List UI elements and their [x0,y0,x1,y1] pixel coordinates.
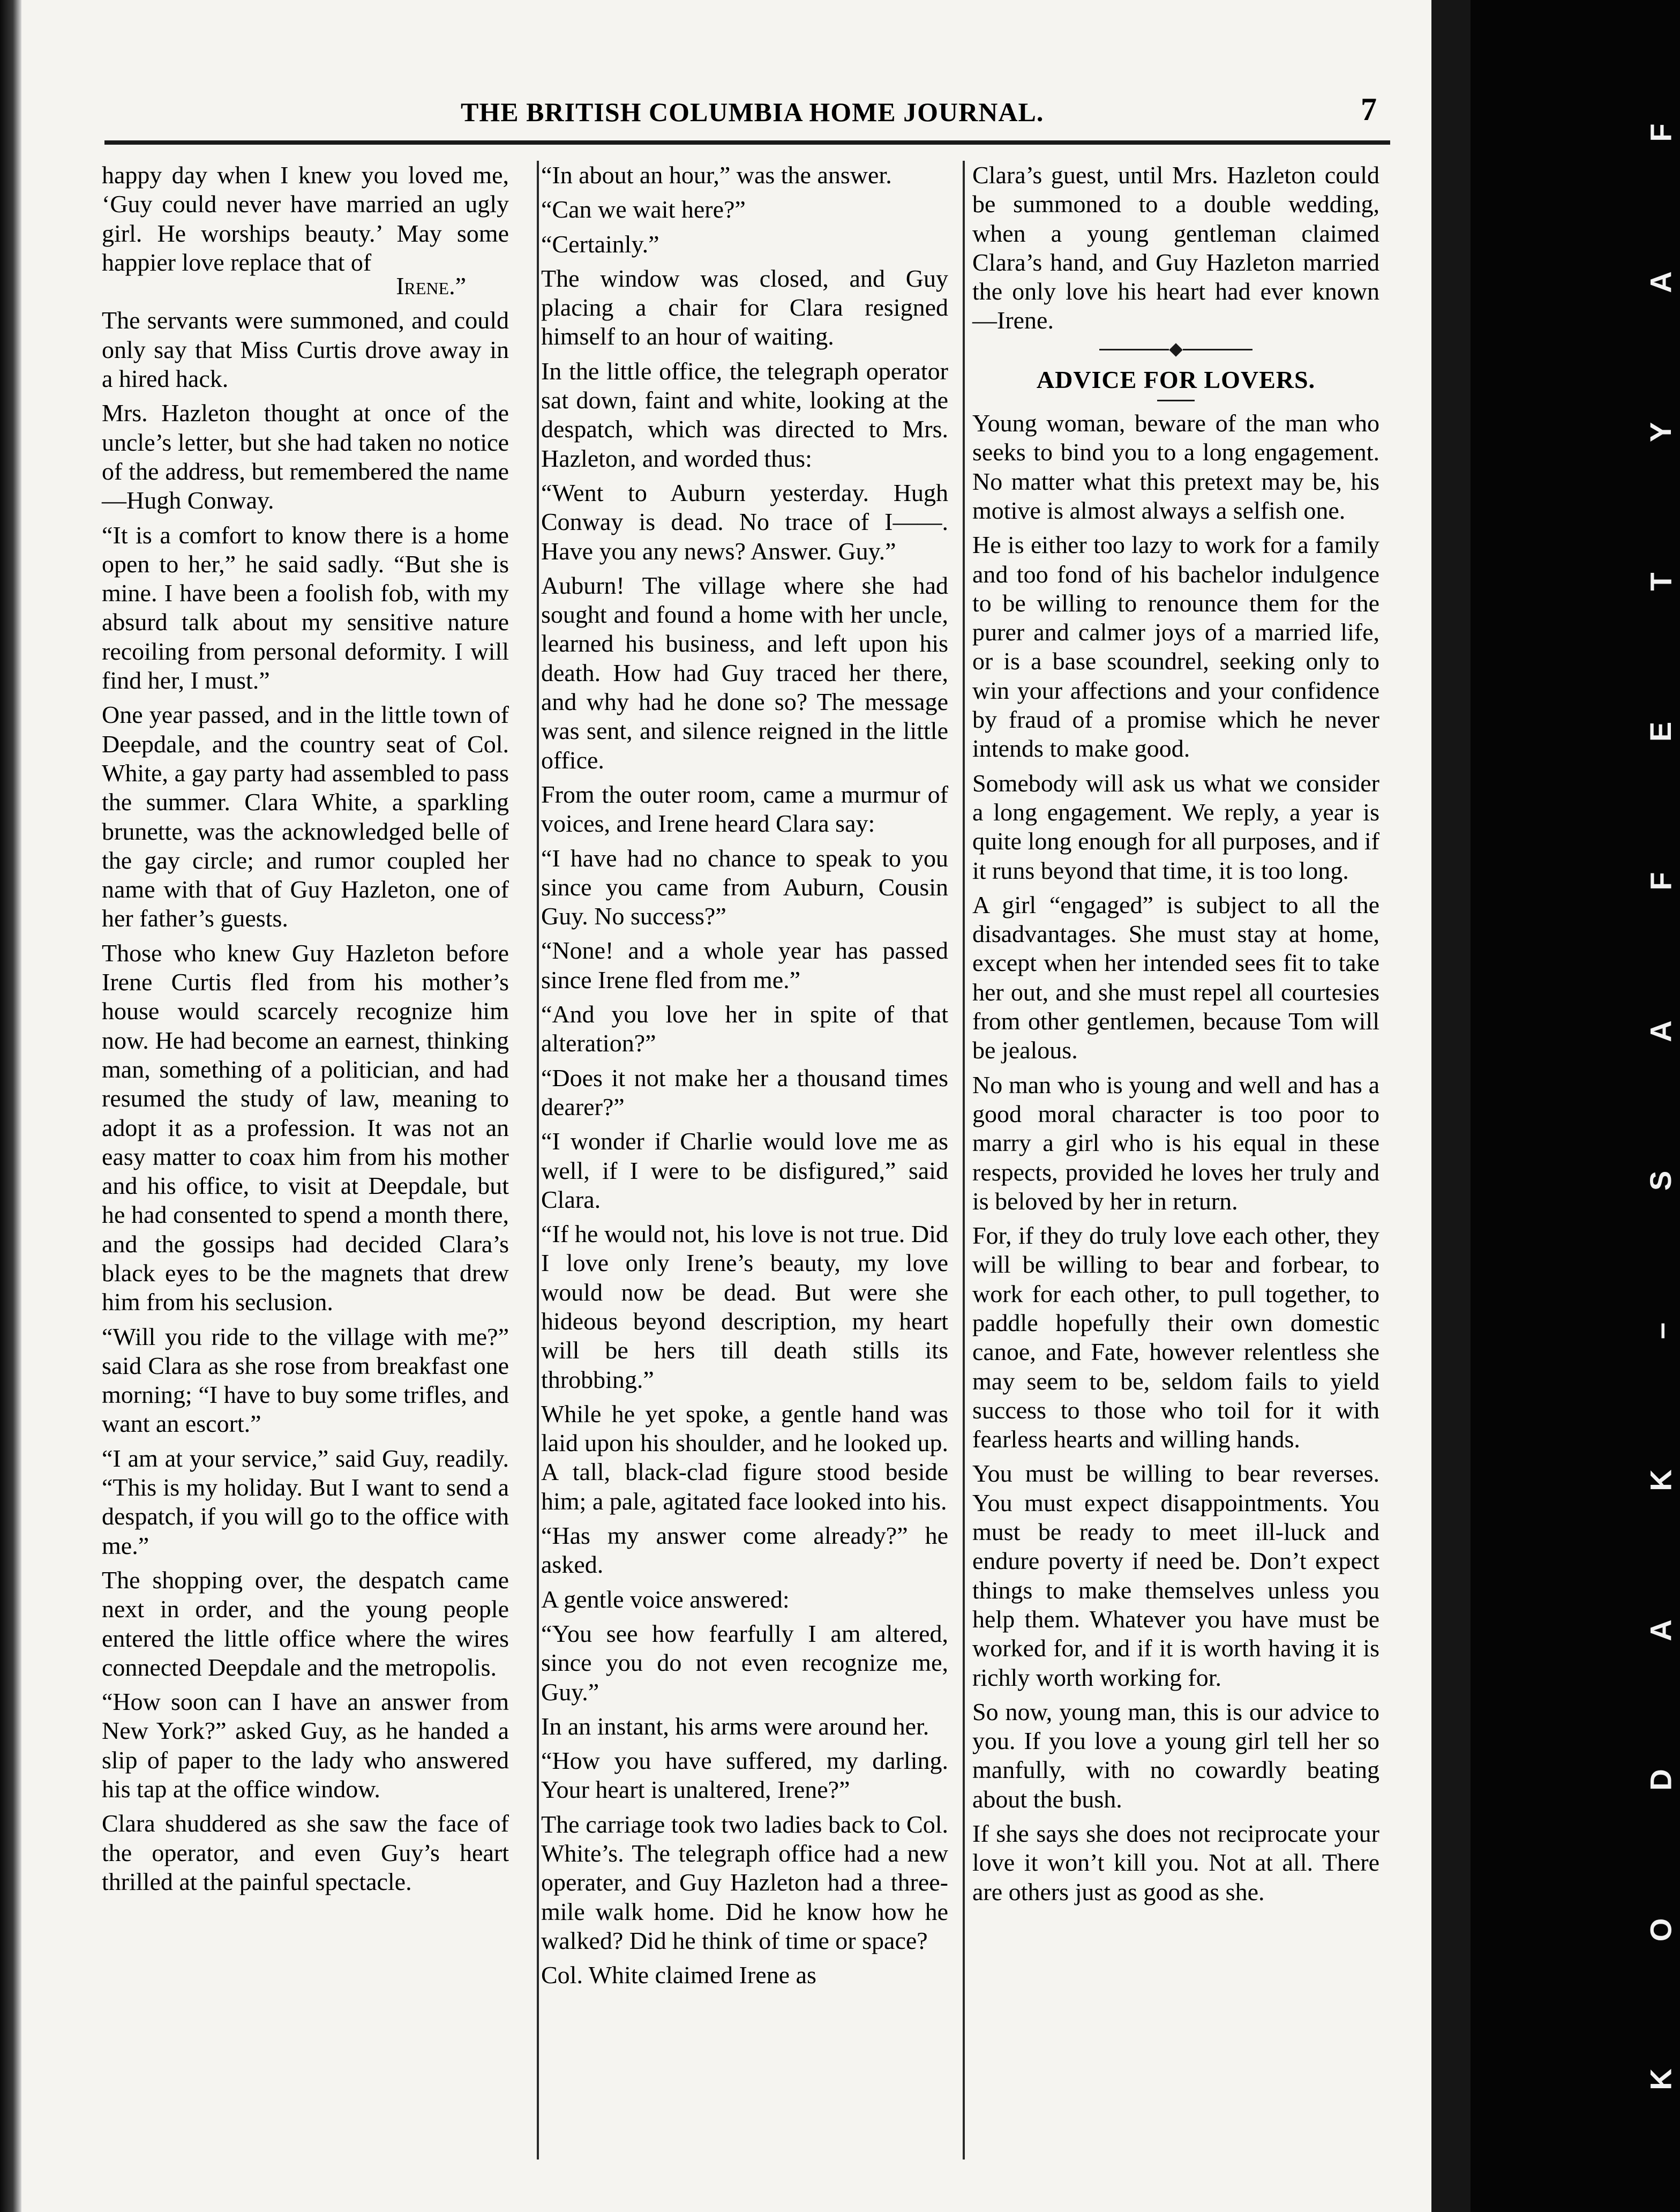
paragraph: From the outer room, came a murmur of voices, and Irene heard Clara say: [541,780,948,838]
scan-left-edge [0,0,21,2212]
film-letter: F [1644,123,1678,142]
paragraph: “Will you ride to the village with me?” said Clara as she rose from breakfast one morning; “I have to buy some trifles, and want an escort.” [102,1322,509,1438]
film-letter: K [1644,1469,1678,1492]
journal-title: THE BRITISH COLUMBIA HOME JOURNAL. [461,97,1044,127]
film-letter: Y [1644,422,1678,442]
paragraph: A girl “engaged” is subject to all the disadvantages. She must stay at home, except when her intended sees fit to take her out, and she must repel all courtesies from other gentlemen, because Tom will be jealous. [972,891,1379,1064]
paragraph: “It is a comfort to know there is a home open to her,” he said sadly. “But she is mine. I have been a foolish fob, with my absurd talk about my sensitive nature recoiling from personal deformity. I will find her, I must.” [102,521,509,694]
paragraph: “None! and a whole year has passed since Irene fled from me.” [541,937,948,993]
paragraph: You must be willing to bear reverses. You must expect disappointments. You must be ready to meet ill-luck and endure poverty if need be. Don’t expect things to make themselves unless you help them. Whatever you have must be worked for, and if it is worth having it is richly worth working for. [972,1460,1379,1691]
paragraph: If she says she does not reciprocate your love it won’t kill you. Not at all. There are others just as good as she. [972,1820,1379,1905]
divider-diamond [1169,343,1182,356]
paragraph: “Does it not make her a thousand times dearer?” [541,1064,948,1120]
paragraph: The carriage took two ladies back to Col. White’s. The telegraph office had a new operater, and Guy Hazleton had a three-mile walk home. Did he know how he walked? Did he think of time or space? [541,1810,948,1954]
paragraph: Mrs. Hazleton thought at once of the uncle’s letter, but she had taken no notice of the address, but remembered the name—Hugh Conway. [102,399,509,514]
advice-heading: ADVICE FOR LOVERS. [1036,365,1316,393]
film-letter: A [1644,1619,1678,1641]
paragraph: “Has my answer come already?” he asked. [541,1522,948,1579]
paragraph: The servants were summoned, and could only say that Miss Curtis drove away in a hired hack. [102,307,509,393]
telegram-text: “Went to Auburn yesterday. Hugh Conway is dead. No trace of I——. Have you any news? Answer. Guy.” [541,479,948,565]
page-number: 7 [1361,92,1377,127]
paragraph: Those who knew Guy Hazleton before Irene Curtis fled from his mother’s house would scarcely recognize him now. He had become an earnest, thinking man, something of a politician, and had resumed the study of law, meaning to adopt it as a profession. It was not an easy matter to coax him from his mother and his office, to visit at Deepdale, but he had consented to spend a month there, and the gossips had decided Clara’s black eyes to be the magnets that drew him from his seclusion. [102,939,509,1316]
paragraph: “How you have suffered, my darling. Your heart is unaltered, Irene?” [541,1747,948,1804]
film-letter: S [1644,1171,1678,1191]
letter-signature: Irene.” [396,272,466,300]
divider-line [1099,349,1169,350]
film-edge-text [1644,0,1678,2212]
paragraph: No man who is young and well and has a good moral character is too poor to marry a girl who is his equal in these respects, provided he loves her truly and is beloved by her in return. [972,1071,1379,1215]
paragraph: In the little office, the telegraph operator sat down, faint and white, looking at the despatch, which was directed to Mrs. Hazleton, and worded thus: [541,357,948,472]
paragraph: happy day when I knew you loved me, ‘Guy could never have married an ugly girl. He worships beauty.’ May some happier love replace that of [102,161,509,276]
paragraph: “If he would not, his love is not true. Did I love only Irene’s beauty, my love would now be dead. But were she hideous beyond description, my heart will be hers till death stills its throbbing.” [541,1220,948,1393]
film-letter: T [1644,572,1678,591]
paragraph: He is either too lazy to work for a family and too fond of his bachelor indulgence to be willing to renounce them for the purer and calmer joys of a married life, or is a base scoundrel, seeking only to win your affections and your confidence by fraud of a promise which he never intends to make good. [972,531,1379,763]
paragraph: “You see how fearfully I am altered, since you do not even recognize me, Guy.” [541,1619,948,1706]
paragraph: Auburn! The village where she had sought and found a home with her uncle, learned his business, and left upon his death. How had Guy traced her there, and why had he done so? The message was sent, and silence reigned in the little office. [541,571,948,774]
paragraph: The window was closed, and Guy placing a chair for Clara resigned himself to an hour of waiting. [541,264,948,350]
paragraph: Clara shuddered as she saw the face of the operator, and even Guy’s heart thrilled at the painful spectacle. [102,1810,509,1895]
paragraph: One year passed, and in the little town of Deepdale, and the country seat of Col. White, a gay party had assembled to pass the summer. Clara White, a sparkling brunette, was the acknowledged belle of the gay circle; and rumor coupled her name with that of Guy Hazleton, one of her father’s guests. [102,701,509,932]
paragraph: For, if they do truly love each other, they will be willing to bear and forbear, to work for each other, to pull together, to paddle hopefully their own domestic canoe, and Fate, however relentless she may seem to be, seldom fails to yield success to those who toil for it with fearless hearts and willing hands. [972,1222,1379,1453]
paragraph: So now, young man, this is our advice to you. If you love a young girl tell her so manfully, with no cowardly beating about the bush. [972,1698,1379,1813]
paragraph: “How soon can I have an answer from New York?” asked Guy, as he handed a slip of paper to the lady who answered his tap at the office window. [102,1688,509,1803]
column-rule-1 [537,161,539,2159]
page-header [107,91,1393,134]
film-letter: A [1644,1020,1678,1042]
film-letter: A [1644,271,1678,293]
paragraph: While he yet spoke, a gentle hand was laid upon his shoulder, and he looked up. A tall, black-clad figure stood beside him; a pale, agitated face looked into his. [541,1400,948,1515]
header-rule [104,140,1390,145]
column-1 [102,161,509,1896]
paragraph: In an instant, his arms were around her. [541,1712,929,1740]
paragraph: “I wonder if Charlie would love me as well, if I were to be disfigured,” said Clara. [541,1127,948,1213]
section-divider [972,345,1379,355]
film-letter: O [1644,1918,1678,1942]
paragraph: The shopping over, the despatch came next in order, and the young people entered the little office where the wires connected Deepdale and the metropolis. [102,1566,509,1681]
paragraph: “Certainly.” [541,230,659,258]
column-2 [541,161,948,1990]
paragraph: “I have had no chance to speak to you since you came from Auburn, Cousin Guy. No success?” [541,844,948,930]
column-rule-2 [963,161,965,2159]
story-ending: Clara’s guest, until Mrs. Hazleton could be summoned to a double wedding, when a young gentleman claimed Clara’s hand, and Guy Hazleton married the only love his heart had ever known—Irene. [972,161,1379,334]
column-3 [972,161,1379,1907]
film-letter: D [1644,1769,1678,1791]
paragraph: Young woman, beware of the man who seeks to bind you to a long engagement. No matter what this pretext may be, his motive is almost always a selfish one. [972,409,1379,524]
paragraph: “In about an hour,” was the answer. [541,161,892,189]
divider-line [1183,349,1252,350]
paragraph: “And you love her in spite of that alteration?” [541,1000,948,1057]
film-letter: – [1644,1322,1678,1339]
film-letter: F [1644,872,1678,891]
paragraph: “I am at your service,” said Guy, readily. “This is my holiday. But I want to send a despatch, if you will go to the office with me.” [102,1444,509,1559]
film-letter: E [1644,721,1678,742]
paragraph: Somebody will ask us what we consider a long engagement. We reply, a year is quite long enough for all purposes, and if it runs beyond that time, it is too long. [972,769,1379,884]
film-letter: K [1644,2068,1678,2091]
heading-dash [1157,400,1195,401]
paragraph: Col. White claimed Irene as [541,1961,816,1989]
paragraph: “Can we wait here?” [541,196,746,223]
paragraph: A gentle voice answered: [541,1585,790,1613]
